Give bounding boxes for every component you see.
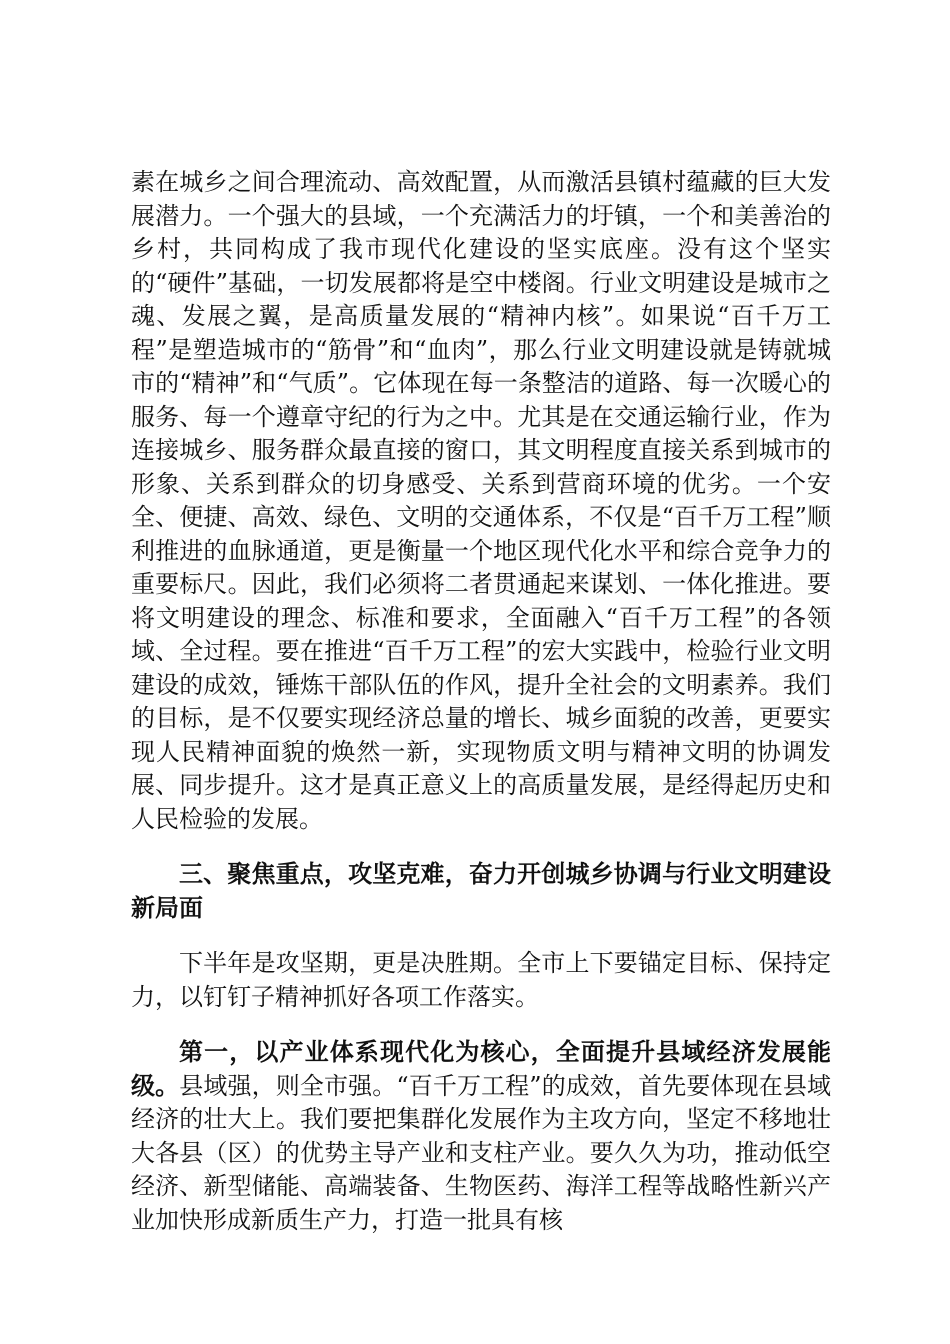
paragraph-lead-sentence: 第一，以产业体系现代化为核心，全面提升县域经济发展能级。 xyxy=(131,1038,831,1100)
paragraph-body-text: 县域强，则全市强。“百千万工程”的成效，首先要体现在县域经济的壮大上。我们要把集群化发展作为主攻方向，坚定不移地壮大各县（区）的优势主导产业和支柱产业。要久久为功，推动低空经济、新型储能、高端装备、生物医药、海洋工程等战略性新兴产业加快形成新质生产力，打造一批具有核 xyxy=(131,1071,832,1234)
body-paragraph: 素在城乡之间合理流动、高效配置，从而激活县镇村蕴藏的巨大发展潜力。一个强大的县域，一个充满活力的圩镇，一个和美善治的乡村，共同构成了我市现代化建设的坚实底座。没有这个坚实的“硬件”基础，一切发展都将是空中楼阁。行业文明建设是城市之魂、发展之翼，是高质量发展的“精神内核”。如果说“百千万工程”是塑造城市的“筋骨”和“血肉”，那么行业文明建设就是铸就城市的“精神”和“气质”。它体现在每一条整洁的道路、每一次暖心的服务、每一个遵章守纪的行为之中。尤其是在交通运输行业，作为连接城乡、服务群众最直接的窗口，其文明程度直接关系到城市的形象、关系到群众的切身感受、关系到营商环境的优劣。一个安全、便捷、高效、绿色、文明的交通体系，不仅是“百千万工程”顺利推进的血脉通道，更是衡量一个地区现代化水平和综合竞争力的重要标尺。因此，我们必须将二者贯通起来谋划、一体化推进。要将文明建设的理念、标准和要求，全面融入“百千万工程”的各领域、全过程。要在推进“百千万工程”的宏大实践中，检验行业文明建设的成效，锤炼干部队伍的作风，提升全社会的文明素养。我们的目标，是不仅要实现经济总量的增长、城乡面貌的改善，更要实现人民精神面貌的焕然一新，实现物质文明与精神文明的协调发展、同步提升。这才是真正意义上的高质量发展，是经得起历史和人民检验的发展。 xyxy=(131,168,831,833)
section-heading: 三、聚焦重点，攻坚克难，奋力开创城乡协调与行业文明建设新局面 xyxy=(131,860,831,922)
body-paragraph: 下半年是攻坚期，更是决胜期。全市上下要锚定目标、保持定力，以钉钉子精神抓好各项工作落实。 xyxy=(131,949,831,1011)
document-body xyxy=(131,166,831,1237)
body-paragraph xyxy=(131,1036,831,1237)
